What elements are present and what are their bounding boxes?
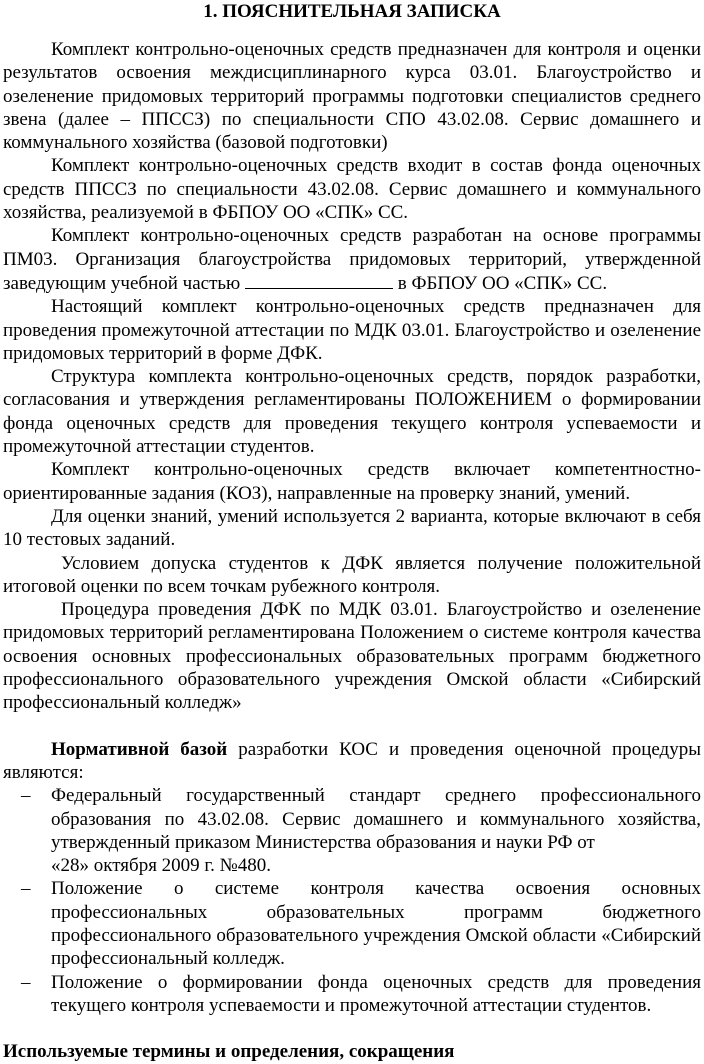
paragraph-basis-end: в ФБПОУ ОО «СПК» СС.: [397, 272, 608, 294]
normative-rest: разработки КОС и проведения оценочной процедуры являются:: [3, 738, 701, 783]
normative-bold-lead: Нормативной базой: [51, 738, 228, 760]
list-item-text: Положение о формировании фонда оценочных средств для проведения текущего контроля успеваемости и промежуточной аттестации студентов.: [51, 971, 701, 1016]
section-heading-terms: Используемые термины и определения, сокращения: [3, 1041, 455, 1063]
paragraph-purpose: Комплект контрольно-оценочных средств предназначен для контроля и оценки результатов освоения междисциплинарного курса 03.01. Благоустройство и озеленение придомовых территорий программы подготовки специалистов среднего звена (далее – ППССЗ) по специальности СПО 43.02.08. Сервис домашнего и коммунального хозяйства (базовой подготовки): [3, 39, 701, 154]
list-item: [3, 877, 701, 970]
paragraph-variants: Для оценки знаний, умений используется 2 варианта, которые включают в себя 10 тестовых заданий.: [3, 505, 701, 551]
spacer: [3, 24, 701, 38]
spacer: [3, 715, 701, 738]
paragraph-admission: Условием допуска студентов к ДФК является получение положительной итоговой оценки по всем точкам рубежного контроля.: [3, 552, 701, 597]
signature-blank-line: [245, 271, 393, 289]
paragraph-normative: [3, 738, 701, 785]
paragraph-structure: Структура комплекта контрольно-оценочных средств, порядок разработки, согласования и утверждения регламентированы ПОЛОЖЕНИЕМ о формировании фонда оценочных средств для проведения текущего контроля успеваемости и промежуточной аттестации студентов.: [3, 366, 701, 458]
normative-list: [3, 784, 701, 1017]
page-title: 1. ПОЯСНИТЕЛЬНАЯ ЗАПИСКА: [203, 1, 501, 22]
dash-bullet: –: [21, 971, 31, 993]
paragraph-fund: Комплект контрольно-оценочных средств входит в состав фонда оценочных средств ППССЗ по специальности 43.02.08. Сервис домашнего и коммунального хозяйства, реализуемой в ФБПОУ ОО «СПК» СС.: [3, 155, 701, 224]
paragraph-basis: [3, 224, 701, 295]
list-item-text-cont: «28» октября 2009 г. №480.: [51, 855, 271, 877]
paragraph-basis-text: Комплект контрольно-оценочных средств разработан на основе программы ПМ03. Организация благоустройства придомовых территорий, утвержденной заведующим учебной частью: [3, 225, 701, 294]
dash-bullet: –: [21, 785, 31, 807]
list-item-text: Положение о системе контроля качества освоения основных профессиональных образовательных программ бюджетного профессионального образовательного учреждения Омской области «Сибирский профессиональный колледж.: [51, 878, 701, 970]
dash-bullet: –: [21, 878, 31, 900]
paragraph-tasks: Комплект контрольно-оценочных средств включает компетентностно-ориентированные задания (КОЗ), направленные на проверку знаний, умений.: [3, 459, 701, 504]
list-item: [3, 784, 701, 877]
list-item-text: Федеральный государственный стандарт среднего профессионального образования по 43.02.08. Сервис домашнего и коммунального хозяйства, утвержденный приказом Министерства образования и науки РФ от: [51, 785, 701, 853]
list-item: [3, 971, 701, 1018]
paragraph-procedure: Процедура проведения ДФК по МДК 03.01. Благоустройство и озеленение придомовых территорий регламентирована Положением о системе контроля качества освоения основных профессиональных образовательных программ бюджетного профессионального образовательного учреждения Омской области «Сибирский профессиональный колледж»: [3, 599, 701, 714]
spacer: [3, 1017, 701, 1040]
paragraph-attestation: Настоящий комплект контрольно-оценочных средств предназначен для проведения промежуточной аттестации по МДК 03.01. Благоустройство и озеленение придомовых территорий в форме ДФК.: [3, 296, 701, 364]
